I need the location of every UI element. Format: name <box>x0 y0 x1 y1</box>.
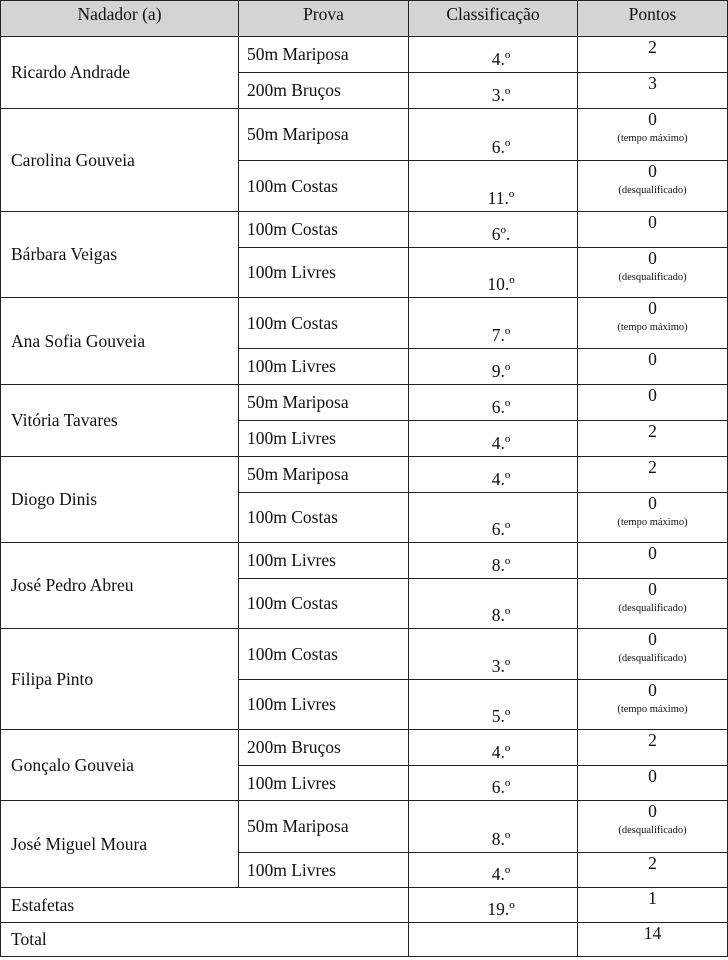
event-place-value: 6.º <box>491 519 511 539</box>
points-value: 0 <box>648 298 657 318</box>
points-note: (tempo máximo) <box>617 704 688 715</box>
total-points-value: 14 <box>643 923 662 943</box>
swimmer-name: Filipa Pinto <box>1 629 239 730</box>
event-place <box>409 212 578 248</box>
event-name: 50m Mariposa <box>239 385 409 421</box>
event-name: 100m Costas <box>239 579 409 629</box>
relay-place-value: 19.º <box>487 899 515 919</box>
header-row <box>1 1 728 37</box>
swimmer-name: Ricardo Andrade <box>1 37 239 109</box>
event-place-value: 5.º <box>491 706 511 726</box>
event-points <box>578 730 728 766</box>
event-place <box>409 801 578 853</box>
points-value: 0 <box>648 109 657 129</box>
relay-label: Estafetas <box>1 888 409 923</box>
event-points <box>578 73 728 109</box>
total-place <box>409 923 578 957</box>
event-place <box>409 161 578 212</box>
event-name: 100m Livres <box>239 248 409 298</box>
points-value: 0 <box>648 801 657 821</box>
header-place: Classificação <box>409 1 578 37</box>
event-name: 100m Livres <box>239 349 409 385</box>
swimmer-event-row <box>1 212 728 248</box>
points-note: (desqualificado) <box>618 653 687 664</box>
event-name: 50m Mariposa <box>239 37 409 73</box>
event-place-value: 4.º <box>491 469 511 489</box>
points-note: (tempo máximo) <box>617 133 688 144</box>
event-name: 100m Costas <box>239 298 409 349</box>
points-note: (tempo máximo) <box>617 322 688 333</box>
swimmer-event-row <box>1 629 728 680</box>
event-place-value: 4.º <box>491 864 511 884</box>
points-value: 2 <box>648 37 657 57</box>
points-note: (desqualificado) <box>618 185 687 196</box>
event-points <box>578 248 728 298</box>
event-place-value: 6.º <box>491 137 511 157</box>
event-points <box>578 109 728 161</box>
event-name: 100m Costas <box>239 161 409 212</box>
event-place <box>409 680 578 730</box>
event-place <box>409 349 578 385</box>
swimmer-event-row <box>1 385 728 421</box>
event-name: 100m Costas <box>239 212 409 248</box>
points-value: 0 <box>648 349 657 369</box>
total-label: Total <box>1 923 409 957</box>
swimmer-event-row <box>1 457 728 493</box>
header-swimmer: Nadador (a) <box>1 1 239 37</box>
event-place <box>409 579 578 629</box>
header-event: Prova <box>239 1 409 37</box>
points-value: 0 <box>648 385 657 405</box>
event-points <box>578 853 728 888</box>
event-points <box>578 385 728 421</box>
swimmer-event-row <box>1 298 728 349</box>
relay-place <box>409 888 578 923</box>
event-name: 100m Costas <box>239 493 409 543</box>
points-value: 0 <box>648 248 657 268</box>
event-place <box>409 37 578 73</box>
points-value: 0 <box>648 543 657 563</box>
event-name: 100m Livres <box>239 680 409 730</box>
event-points <box>578 212 728 248</box>
points-value: 2 <box>648 457 657 477</box>
event-points <box>578 37 728 73</box>
relay-points <box>578 888 728 923</box>
event-name: 200m Bruços <box>239 73 409 109</box>
relay-row <box>1 888 728 923</box>
swimmer-name: Carolina Gouveia <box>1 109 239 212</box>
event-place <box>409 730 578 766</box>
event-place-value: 6.º <box>491 397 511 417</box>
points-value: 0 <box>648 629 657 649</box>
swimmer-name: José Miguel Moura <box>1 801 239 888</box>
swimmer-event-row <box>1 37 728 73</box>
results-body <box>1 37 728 957</box>
event-place-value: 8.º <box>491 555 511 575</box>
points-note: (tempo máximo) <box>617 517 688 528</box>
relay-points-value: 1 <box>648 888 657 908</box>
event-place-value: 4.º <box>491 742 511 762</box>
event-place-value: 3.º <box>491 85 511 105</box>
total-row <box>1 923 728 957</box>
event-name: 100m Livres <box>239 421 409 457</box>
swimmer-name: José Pedro Abreu <box>1 543 239 629</box>
event-points <box>578 680 728 730</box>
swimmer-name: Bárbara Veigas <box>1 212 239 298</box>
event-place-value: 4.º <box>491 433 511 453</box>
points-value: 2 <box>648 853 657 873</box>
event-place <box>409 629 578 680</box>
event-place <box>409 248 578 298</box>
event-place <box>409 298 578 349</box>
event-place <box>409 109 578 161</box>
event-place <box>409 493 578 543</box>
swimmer-name: Vitória Tavares <box>1 385 239 457</box>
event-points <box>578 421 728 457</box>
event-name: 100m Livres <box>239 853 409 888</box>
points-value: 3 <box>648 73 657 93</box>
swimmer-name: Ana Sofia Gouveia <box>1 298 239 385</box>
event-place <box>409 543 578 579</box>
event-place-value: 3.º <box>491 656 511 676</box>
event-place-value: 6.º <box>491 777 511 797</box>
points-note: (desqualificado) <box>618 272 687 283</box>
event-place-value: 11.º <box>487 188 515 208</box>
event-place <box>409 766 578 801</box>
points-value: 0 <box>648 212 657 232</box>
event-place-value: 9.º <box>491 361 511 381</box>
event-name: 100m Costas <box>239 629 409 680</box>
event-points <box>578 349 728 385</box>
event-points <box>578 298 728 349</box>
event-name: 200m Bruços <box>239 730 409 766</box>
points-value: 0 <box>648 161 657 181</box>
event-place-value: 6º. <box>491 224 511 244</box>
swimmer-event-row <box>1 801 728 853</box>
points-value: 0 <box>648 579 657 599</box>
header-points: Pontos <box>578 1 728 37</box>
event-place-value: 8.º <box>491 829 511 849</box>
event-points <box>578 457 728 493</box>
event-place-value: 10.º <box>487 274 515 294</box>
event-place-value: 7.º <box>491 325 511 345</box>
event-name: 50m Mariposa <box>239 457 409 493</box>
points-value: 2 <box>648 421 657 441</box>
event-name: 50m Mariposa <box>239 801 409 853</box>
event-place <box>409 457 578 493</box>
swimmer-name: Gonçalo Gouveia <box>1 730 239 801</box>
points-value: 0 <box>648 493 657 513</box>
event-name: 100m Livres <box>239 766 409 801</box>
event-place <box>409 421 578 457</box>
event-place-value: 4.º <box>491 49 511 69</box>
points-note: (desqualificado) <box>618 825 687 836</box>
event-points <box>578 493 728 543</box>
event-points <box>578 766 728 801</box>
swimmer-name: Diogo Dinis <box>1 457 239 543</box>
event-points <box>578 579 728 629</box>
event-place <box>409 73 578 109</box>
swimmer-event-row <box>1 730 728 766</box>
event-place <box>409 385 578 421</box>
swimmer-event-row <box>1 543 728 579</box>
event-points <box>578 161 728 212</box>
total-points <box>578 923 728 957</box>
points-value: 0 <box>648 766 657 786</box>
points-note: (desqualificado) <box>618 603 687 614</box>
event-place <box>409 853 578 888</box>
swimmer-event-row <box>1 109 728 161</box>
event-points <box>578 629 728 680</box>
event-points <box>578 801 728 853</box>
points-value: 2 <box>648 730 657 750</box>
points-value: 0 <box>648 680 657 700</box>
event-points <box>578 543 728 579</box>
event-name: 50m Mariposa <box>239 109 409 161</box>
event-name: 100m Livres <box>239 543 409 579</box>
event-place-value: 8.º <box>491 605 511 625</box>
